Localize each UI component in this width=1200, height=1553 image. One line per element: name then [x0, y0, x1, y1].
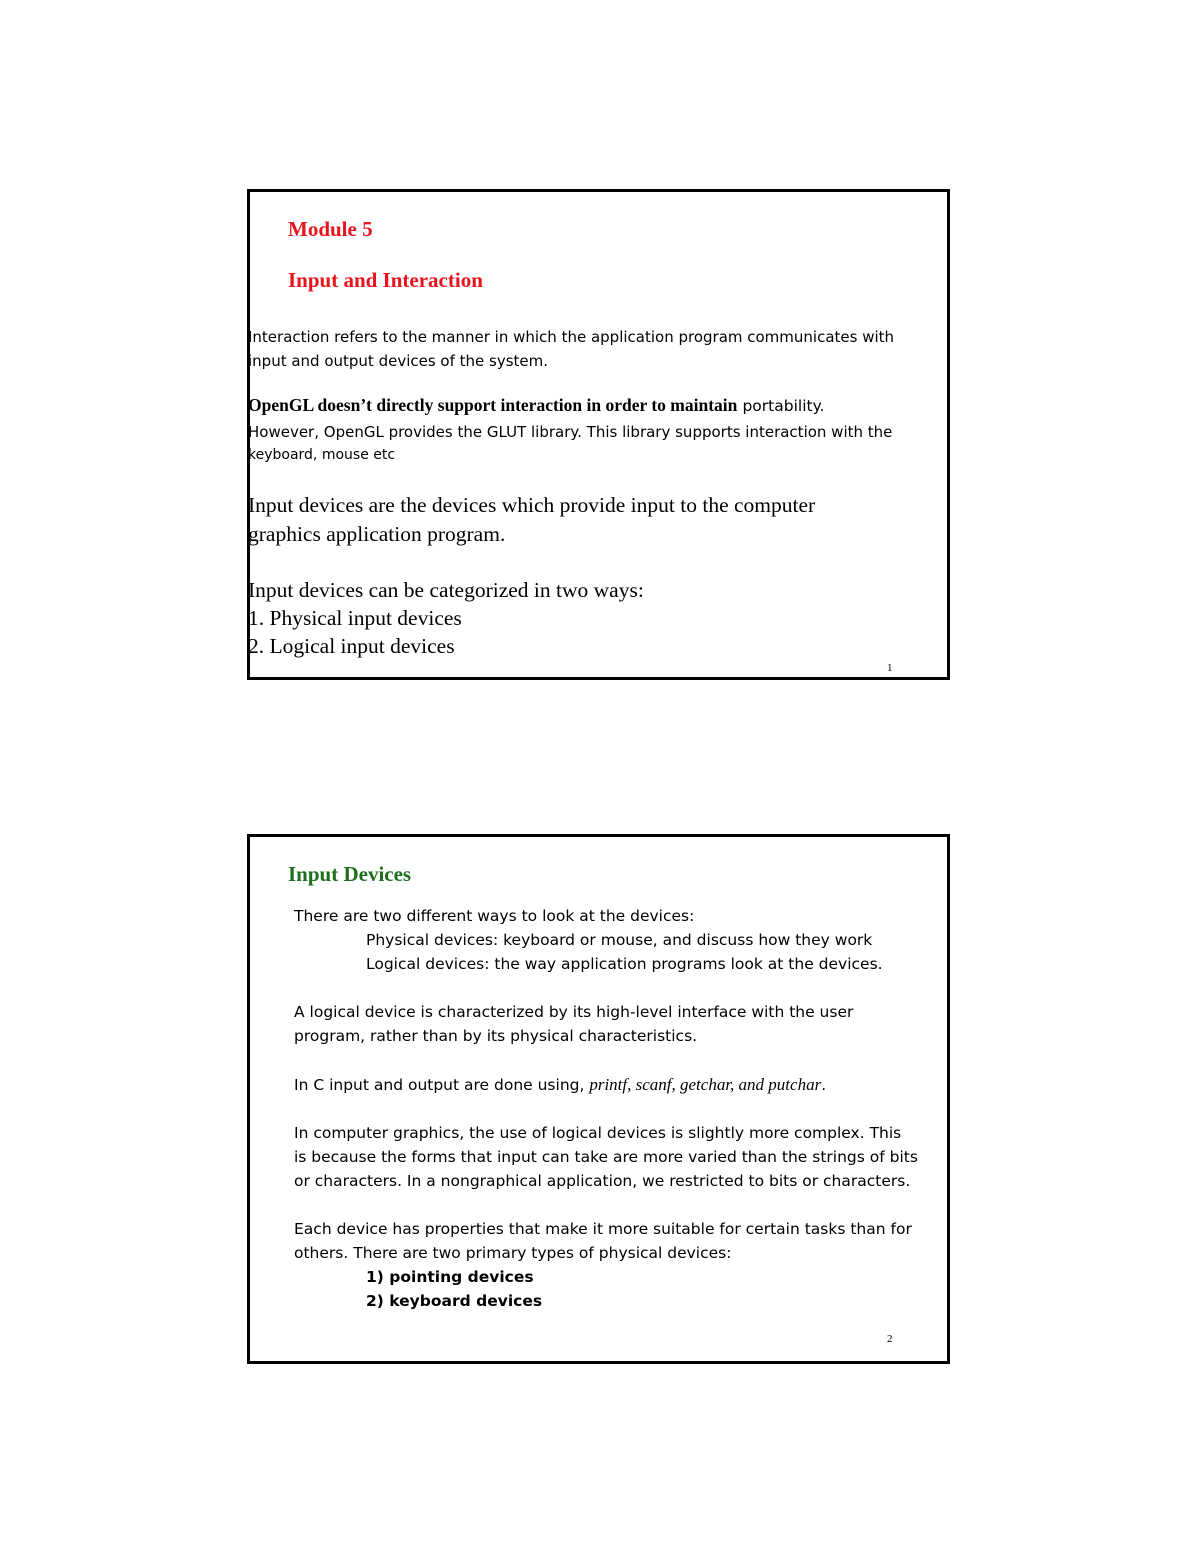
page-number: 1 [887, 662, 893, 674]
intro-line-2: input and output devices of the system. [248, 352, 549, 370]
logical-devices-line: Logical devices: the way application programs look at the devices. [366, 955, 883, 973]
opengl-line [248, 395, 824, 416]
type-keyboard-devices: 2) keyboard devices [366, 1292, 543, 1310]
intro-line-1: Interaction refers to the manner in which the application program communicates with [248, 328, 895, 346]
cg-line-3: or characters. In a nongraphical application, we restricted to bits or characters. [294, 1172, 911, 1190]
slide-2-title: Input Devices [288, 862, 412, 886]
slide-1 [247, 189, 950, 680]
categorized-line: Input devices can be categorized in two ways: [248, 578, 644, 602]
slide-2 [247, 834, 950, 1364]
input-def-line-2: graphics application program. [248, 522, 506, 546]
opengl-rest-text: portability. [742, 397, 825, 415]
c-io-suffix: . [821, 1076, 827, 1094]
physical-devices-line: Physical devices: keyboard or mouse, and discuss how they work [366, 931, 873, 949]
cg-line-1: In computer graphics, the use of logical devices is slightly more complex. This [294, 1124, 902, 1142]
glut-line-2: keyboard, mouse etc [248, 447, 396, 463]
input-def-line-1: Input devices are the devices which provide input to the computer [248, 493, 816, 517]
module-title: Module 5 [288, 217, 373, 241]
cg-line-2: is because the forms that input can take are more varied than the strings of bits [294, 1148, 918, 1166]
c-io-prefix: In C input and output are done using, [294, 1076, 585, 1094]
page-number: 2 [887, 1333, 893, 1345]
c-io-line [294, 1075, 826, 1095]
props-line-1: Each device has properties that make it more suitable for certain tasks than for [294, 1220, 912, 1238]
category-logical: 2. Logical input devices [248, 634, 455, 658]
logical-def-line-2: program, rather than by its physical characteristics. [294, 1027, 698, 1045]
slide-1-subtitle: Input and Interaction [288, 268, 483, 292]
ways-line: There are two different ways to look at the devices: [294, 907, 695, 925]
category-physical: 1. Physical input devices [248, 606, 462, 630]
type-pointing-devices: 1) pointing devices [366, 1268, 534, 1286]
props-line-2: others. There are two primary types of physical devices: [294, 1244, 732, 1262]
c-io-functions: printf, scanf, getchar, and putchar [589, 1075, 822, 1094]
glut-line-1: However, OpenGL provides the GLUT library. This library supports interaction with the [248, 423, 893, 441]
logical-def-line-1: A logical device is characterized by its high-level interface with the user [294, 1003, 854, 1021]
opengl-bold-text: OpenGL doesn’t directly support interaction in order to maintain [248, 395, 738, 415]
